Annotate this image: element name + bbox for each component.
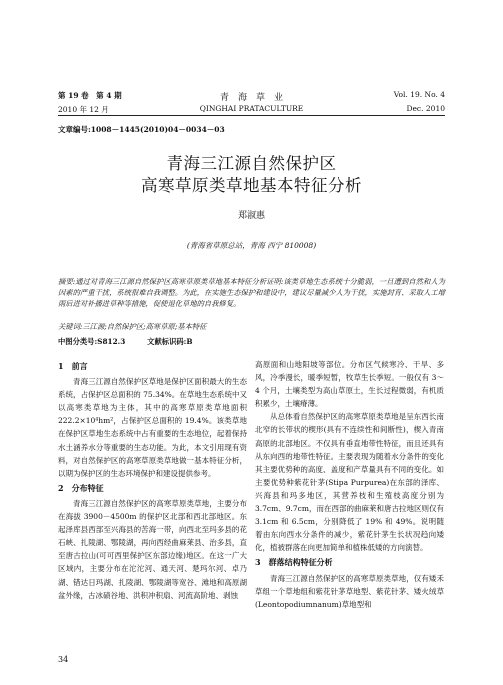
journal-name-en: QINGHAI PRATACULTURE [199, 104, 304, 113]
distribution-paragraph-2: 从总体看自然保护区的高寒草原类草地是呈东西长南北窄的长带状的楔形(具有不连续性和间断性)，楔入青南高原的北部地区。不仅具有垂直地带性特征，而且还具有从东向西的地带性特征。主要表现为随着水分条件的变化其主要优势种的高度、盖度和产草量具有不同的变化。如主要优势种紫花针茅(Stipa Purpurea)在东部的泽库、兴海县和玛多地区，其营养枝和生殖枝高度分别为 3.7cm、9.7cm，而在西部的曲麻莱和唐古拉地区则仅有 3.1cm 和 6.5cm，分别降低了 19% 和 49%。说明随着由东向西水分条件的减少，紫花针茅生长状况趋向矮化，植被群落在向更加简单和植株低矮的方向演替。 [255, 412, 444, 553]
date-cn: 2010 年 12 月 [58, 105, 109, 114]
date-en: Dec. 2010 [406, 104, 445, 113]
distribution-paragraph-continued: 高原面和山地阳坡等部位。分布区气候寒冷、干旱、多风，冷季漫长，暖季短暂，牧草生长季短。一般仅有 3～4 个月，土壤类型为高山草原土，生长过程微弱，有机质积累少，土壤瘠薄。 [255, 360, 444, 409]
section-1-paragraph: 青海三江源自然保护区草地是保护区面积最大的生态系统，占保护区总面积的 75.34%。在草地生态系统中又以高寒类草地为主体，其中的高寒草原类草地面积 222.2×10⁴hm²，占保护区总面积的 19.4%。该类草地在保护区草地生态系统中占有重要的生态地位，起着保持水土涵养水分等重要的生态功能。为此，本文引用现有资料，对自然保护区的高寒草原类草地做一基本特征分析，以期为保护区的生态环境保护和建设提供参考。 [58, 377, 247, 478]
volume-issue: 第 19 卷 第 4 期 [58, 91, 122, 100]
article-number: 文章编号:1008－1445(2010)04－0034－03 [58, 125, 225, 134]
section-1-heading: 1 前言 [58, 361, 88, 371]
section-3-heading: 3 群落结构特征分析 [255, 557, 333, 568]
affiliation: (青海省草原总站，青海 西宁 810008) [186, 241, 317, 250]
keywords: 关键词:三江源;自然保护区;高寒草原;基本特征 [58, 322, 207, 331]
classification-numbers: 中图分类号:S812.3 文献标识码:B [58, 337, 193, 346]
page-number: 34 [58, 655, 69, 664]
author: 郑淑惠 [237, 211, 265, 221]
right-column [255, 358, 444, 611]
section-2-paragraph: 青海三江源自然保护区的高寒草原类草地，主要分布在海拔 3900－4500m 的保护区北部和西北部地区。东起泽库县西部至兴海县的苦海一带，向西北至玛多县的花石峡、扎陵湖、鄂陵湖，再向西经曲麻莱县、治多县，直至唐古拉山(可可西里保护区东部边缘)地区。在这一广大区域内，主要分布在沱沱河、通天河、楚玛尔河、卓乃湖、错达日玛湖、扎陵湖、鄂陵湖等宽谷、滩地和高原湖盆外缘，古冰碛谷地、洪积冲积扇、河流高阶地、剥蚀 [58, 498, 247, 600]
left-column [58, 358, 247, 602]
header-rule [58, 115, 445, 116]
section-3-paragraph: 青海三江源自然保护区的高寒草原类草地，仅有矮禾草组一个草地组和紫花针茅草地型、紫花针茅、矮火绒草(Leontopodiumnanum)草地型和 [255, 573, 444, 609]
section-2-heading: 2 分布特征 [58, 482, 104, 493]
volume-en: Vol. 19. No. 4 [393, 90, 445, 99]
article-title-line1: 青海三江源自然保护区 [166, 154, 337, 173]
journal-name-cn: 青 海 草 业 [219, 93, 283, 103]
abstract: 摘要:通过对青海三江源自然保护区高寒草原类草地基本特征分析证明:该类草地生态系统十分脆弱，一旦遭到自然和人为因素的严重干扰，系统很难自我调整。为此，在实施生态保护和建设中，建议尽量减少人为干扰，实施封育、采取人工增雨后进对补播进草种等措施，促使退化草地的自我修复。 [58, 277, 445, 309]
article-title-line2: 高寒草原类草地基本特征分析 [141, 176, 362, 195]
